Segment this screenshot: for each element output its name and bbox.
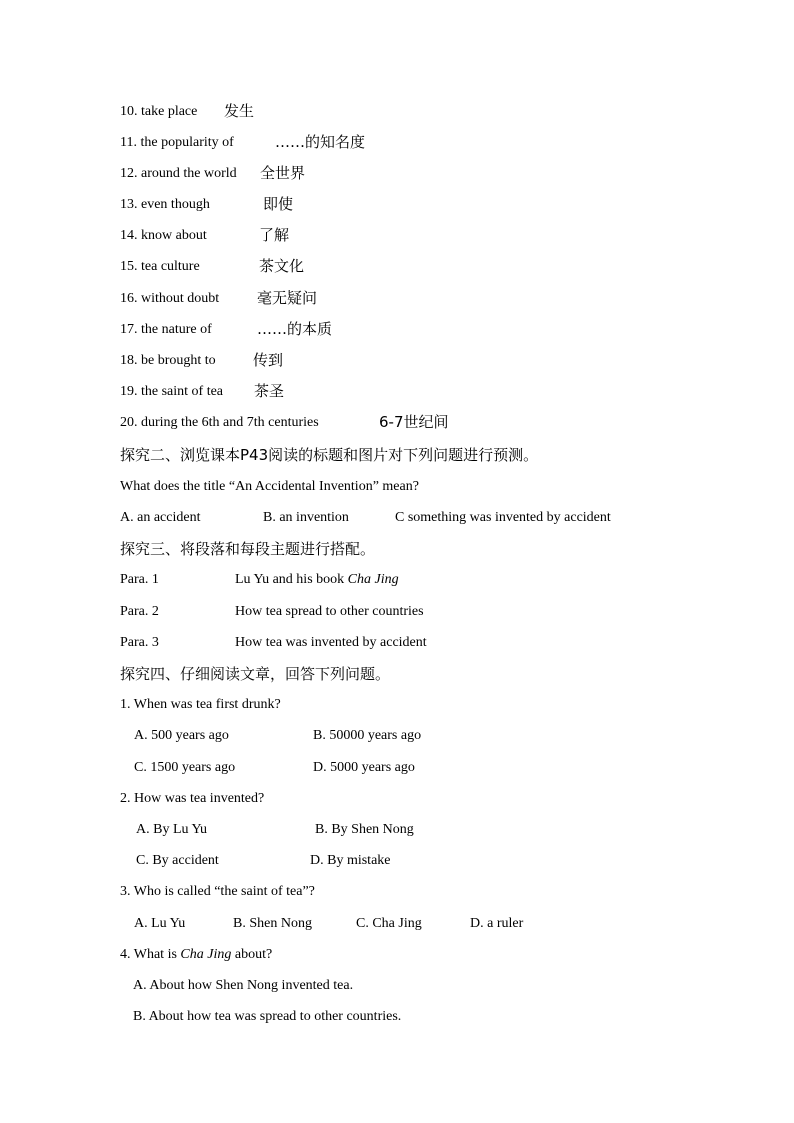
option-c: C. Cha Jing	[356, 916, 422, 931]
question-4-book-title: Cha Jing	[180, 947, 232, 962]
option-b: B. Shen Nong	[233, 916, 312, 931]
option-c: C. 1500 years ago	[134, 760, 236, 775]
phrase-en: 11. the popularity of	[120, 135, 234, 150]
question-2: 2. How was tea invented?	[120, 791, 265, 806]
section-2-question: What does the title “An Accidental Invention” mean?	[120, 479, 419, 494]
phrase-cn: 茶圣	[254, 382, 285, 400]
para-label: Para. 2	[120, 604, 159, 619]
phrase-en: 18. be brought to	[120, 353, 216, 368]
question-4	[120, 945, 272, 965]
option-a: A. an accident	[120, 510, 201, 525]
option-a: A. By Lu Yu	[136, 822, 208, 837]
phrase-en: 17. the nature of	[120, 322, 212, 337]
phrase-cn: 即使	[263, 195, 294, 213]
phrase-cn: 6-7世纪间	[379, 413, 449, 431]
phrase-en: 10. take place	[120, 104, 198, 119]
para-topic-text: Lu Yu and his book	[235, 572, 348, 587]
section-3-heading: 探究三、将段落和每段主题进行搭配。	[120, 540, 376, 558]
option-d: D. a ruler	[470, 916, 524, 931]
phrase-en: 15. tea culture	[120, 259, 200, 274]
phrase-en: 19. the saint of tea	[120, 384, 224, 399]
phrase-en: 12. around the world	[120, 166, 237, 181]
section-2-heading: 探究二、浏览课本P43阅读的标题和图片对下列问题进行预测。	[120, 446, 539, 464]
para-topic-book-title: Cha Jing	[347, 572, 399, 587]
phrase-en: 13. even though	[120, 197, 210, 212]
option-b: B. About how tea was spread to other countries.	[133, 1009, 402, 1024]
section-4-heading: 探究四、仔细阅读文章，回答下列问题。	[120, 665, 391, 683]
option-d: D. By mistake	[310, 853, 391, 868]
question-3: 3. Who is called “the saint of tea”?	[120, 884, 315, 899]
para-label: Para. 3	[120, 635, 159, 650]
para-label: Para. 1	[120, 572, 159, 587]
option-c: C something was invented by accident	[395, 510, 611, 525]
para-topic: How tea spread to other countries	[235, 604, 424, 619]
phrase-cn: 毫无疑问	[257, 289, 318, 307]
phrase-cn: ……的本质	[257, 320, 333, 338]
phrase-cn: 茶文化	[259, 257, 305, 275]
question-1: 1. When was tea first drunk?	[120, 697, 281, 712]
option-a: A. Lu Yu	[134, 916, 186, 931]
option-b: B. By Shen Nong	[315, 822, 414, 837]
question-4-text-end: about?	[231, 947, 273, 962]
para-topic	[235, 570, 399, 590]
phrase-cn: 了解	[259, 226, 290, 244]
option-a: A. 500 years ago	[134, 728, 229, 743]
phrase-cn: ……的知名度	[275, 133, 366, 151]
question-4-text-start: 4. What is	[120, 947, 181, 962]
phrase-cn: 全世界	[260, 164, 306, 182]
option-d: D. 5000 years ago	[313, 760, 415, 775]
option-b: B. an invention	[263, 510, 349, 525]
phrase-en: 20. during the 6th and 7th centuries	[120, 415, 319, 430]
phrase-en: 16. without doubt	[120, 291, 220, 306]
phrase-en: 14. know about	[120, 228, 207, 243]
para-topic: How tea was invented by accident	[235, 635, 427, 650]
option-b: B. 50000 years ago	[313, 728, 422, 743]
phrase-cn: 传到	[253, 351, 284, 369]
option-c: C. By accident	[136, 853, 219, 868]
phrase-cn: 发生	[224, 102, 255, 120]
option-a: A. About how Shen Nong invented tea.	[133, 978, 354, 993]
